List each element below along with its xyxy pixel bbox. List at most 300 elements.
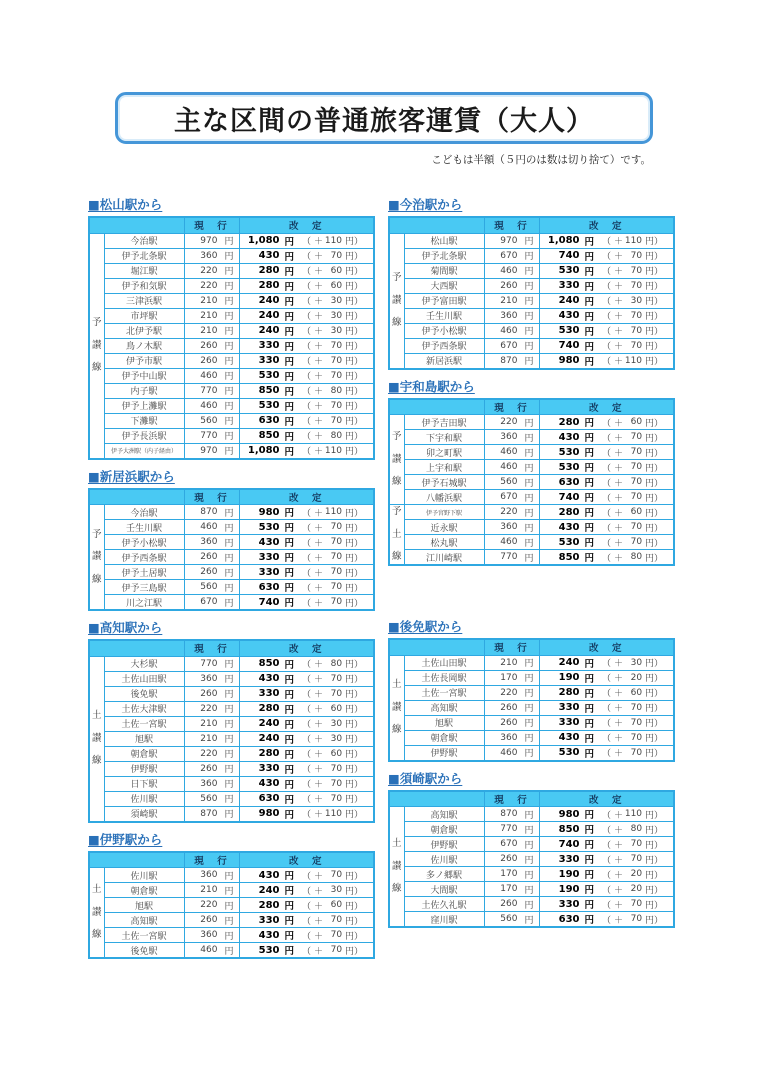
paren-close: 円） [645,674,664,684]
fare-section-ino [88,831,377,960]
plus-sign: ＋ [614,870,624,881]
diff-amount: 70 [330,340,343,351]
station-cell: 下灘駅 [104,413,184,428]
revised-fare-header: 改 定 [239,217,374,233]
yen-label: 円 [224,297,234,307]
yen-label: 円 [584,900,595,911]
revised-amount: 240 [258,884,280,896]
plus-sign: ＋ [614,342,624,352]
current-fare-cell [184,233,239,248]
fare-row [389,550,674,566]
fare-section-imabari [388,196,677,370]
current-fare [185,399,239,412]
current-amount: 220 [200,265,218,276]
revised-fare [540,701,674,715]
yen-label: 円 [584,688,595,700]
revised-fare [240,702,374,716]
station-cell: 旭駅 [104,898,184,913]
yen-label: 円 [524,538,534,549]
header-row [89,852,374,868]
current-fare [185,687,239,700]
plus-sign: ＋ [314,916,324,927]
plus-sign: ＋ [314,237,324,247]
plus-sign: ＋ [614,463,624,474]
plus-sign: ＋ [614,237,624,247]
diff-amount: 70 [630,265,643,276]
revised-amount: 280 [258,899,280,911]
current-fare-cell [184,595,239,611]
yen-label: 円 [584,523,595,534]
diff-amount: 20 [630,672,643,683]
revised-amount: 530 [258,521,280,533]
fare-table-uwajima [388,398,675,567]
yen-label: 円 [284,659,295,671]
line-label-text: 予 讃 線 [91,528,102,585]
station-cell: 旭駅 [404,715,484,730]
current-fare-cell [484,730,539,745]
section-heading-gomen: ■後免駅から [388,619,463,634]
yen-label: 円 [284,779,295,791]
yen-label: 円 [284,401,295,413]
station-cell: 伊予小松駅 [104,535,184,550]
current-fare-cell [184,293,239,308]
paren-close: 円） [345,780,364,790]
current-fare-cell [184,368,239,383]
revised-amount: 330 [258,551,280,563]
revised-fare-cell [539,430,674,445]
yen-label: 円 [524,734,534,744]
current-fare-cell [184,413,239,428]
plus-sign: ＋ [314,372,324,382]
paren-open: （ [602,885,612,896]
revised-amount: 190 [558,883,580,895]
revised-fare-cell [239,868,374,883]
diff-amount: 70 [630,325,643,336]
revised-fare-cell [539,912,674,928]
revised-amount: 330 [558,280,580,291]
fare-row [389,655,674,670]
revised-fare [540,912,674,926]
station-cell: 伊野駅 [404,837,484,852]
revised-fare [540,234,674,248]
diff-amount: 70 [330,582,343,592]
plus-sign: ＋ [314,357,324,367]
yen-label: 円 [584,463,595,474]
section-heading-kochi: ■高知駅から [88,620,163,635]
plus-sign: ＋ [314,432,324,442]
revised-fare-cell [239,535,374,550]
revised-amount: 740 [558,491,580,503]
revised-fare-cell [239,580,374,595]
paren-open: （ [302,432,312,442]
yen-label: 円 [224,660,234,670]
station-cell: 朝倉駅 [104,746,184,761]
diff-amount: 30 [330,310,343,321]
current-amount: 970 [200,235,218,246]
current-fare-cell [484,535,539,550]
revised-fare-cell [239,383,374,398]
fare-table-kochi [88,639,375,823]
revised-fare [240,234,374,248]
paren-open: （ [302,765,312,775]
revised-fare [240,747,374,761]
plus-sign: ＋ [314,720,324,730]
header-row [389,791,674,807]
paren-close: 円） [645,553,664,564]
current-fare-cell [484,807,539,822]
paren-open: （ [602,719,612,729]
diff-amount: 110 [324,445,343,456]
yen-label: 円 [284,251,295,263]
plus-sign: ＋ [314,417,324,427]
current-fare-cell [484,745,539,761]
current-amount: 260 [500,899,518,909]
yen-label: 円 [584,493,595,504]
corner-cell [89,217,184,233]
yen-label: 円 [524,840,534,851]
current-fare-cell [484,293,539,308]
current-amount: 460 [200,522,218,532]
yen-label: 円 [284,416,295,428]
station-cell: 上宇和駅 [404,460,484,475]
fare-row [89,233,374,248]
paren-open: （ [602,433,612,444]
revised-fare-header: 改 定 [239,852,374,868]
header-row [89,489,374,505]
line-label [89,505,104,611]
diff-amount: 60 [330,900,343,910]
revised-amount: 740 [558,838,580,850]
paren-close: 円） [645,237,664,247]
revised-fare-cell [239,716,374,731]
yen-label: 円 [224,402,234,412]
yen-label: 円 [224,735,234,745]
current-fare [485,656,539,669]
diff-amount: 70 [330,688,343,699]
fare-row [89,806,374,822]
station-cell: 内子駅 [104,383,184,398]
revised-fare-cell [539,535,674,550]
revised-fare-cell [539,867,674,882]
yen-label: 円 [284,734,295,746]
current-amount: 210 [500,295,518,306]
yen-label: 円 [224,780,234,790]
revised-fare [540,656,674,670]
plus-sign: ＋ [314,523,324,534]
current-fare-cell [484,912,539,928]
revised-amount: 280 [558,506,580,518]
current-fare-cell [484,475,539,490]
paren-open: （ [302,357,312,367]
paren-open: （ [302,750,312,760]
current-fare-cell [184,913,239,928]
revised-amount: 530 [558,536,580,548]
diff-amount: 70 [630,839,643,849]
revised-fare [240,898,374,912]
yen-label: 円 [224,447,234,457]
fare-row [89,716,374,731]
revised-fare [540,505,674,519]
revised-amount: 240 [558,295,580,306]
station-cell: 北伊予駅 [104,323,184,338]
fare-row [389,430,674,445]
revised-fare-cell [239,398,374,413]
yen-label: 円 [284,311,295,323]
revised-fare-cell [239,368,374,383]
paren-open: （ [302,598,312,609]
yen-label: 円 [284,553,295,564]
yen-label: 円 [224,538,234,549]
line-label [389,807,404,928]
page-title: 主な区間の普通旅客運賃（大人） [174,105,594,137]
station-cell: 卯之町駅 [404,445,484,460]
current-fare-cell [184,338,239,353]
paren-close: 円） [645,659,664,669]
revised-fare [240,792,374,806]
current-amount: 170 [500,672,518,683]
yen-label: 円 [224,553,234,564]
current-fare-cell [484,520,539,535]
paren-close: 円） [345,750,364,760]
diff-amount: 70 [330,355,343,366]
paren-open: （ [302,675,312,685]
yen-label: 円 [284,946,295,957]
paren-close: 円） [345,765,364,775]
current-amount: 560 [500,914,518,924]
current-fare-cell [184,656,239,671]
diff-amount: 80 [630,552,643,562]
revised-amount: 530 [258,400,280,411]
current-fare [185,536,239,549]
revised-fare [240,249,374,263]
revised-amount: 240 [258,733,280,744]
current-fare [485,716,539,729]
paren-open: （ [302,795,312,805]
station-cell: 伊予市駅 [104,353,184,368]
section-heading-uwajima: ■宇和島駅から [388,378,475,394]
revised-fare-header: 改 定 [539,217,674,233]
yen-label: 円 [284,583,295,594]
yen-label: 円 [584,341,595,353]
fare-section-susaki [388,770,677,929]
yen-label: 円 [584,703,595,715]
fare-table-matsuyama [88,216,375,460]
yen-label: 円 [284,916,295,927]
revised-amount: 740 [258,596,280,608]
revised-amount: 280 [258,280,280,291]
station-cell: 土佐山田駅 [104,671,184,686]
station-cell: 近永駅 [404,520,484,535]
plus-sign: ＋ [614,312,624,322]
paren-close: 円） [645,342,664,352]
diff-amount: 70 [330,552,343,562]
paren-close: 円） [645,523,664,534]
revised-fare-header: 改 定 [539,791,674,807]
yen-label: 円 [524,704,534,714]
current-amount: 870 [200,507,218,517]
current-amount: 670 [500,340,518,351]
yen-label: 円 [224,267,234,277]
current-amount: 560 [200,415,218,426]
paren-open: （ [302,267,312,277]
yen-label: 円 [284,236,295,248]
diff-amount: 70 [330,793,343,804]
paren-close: 円） [345,387,364,397]
station-cell: 壬生川駅 [104,520,184,535]
current-amount: 460 [200,400,218,411]
paren-open: （ [302,342,312,352]
paren-open: （ [602,734,612,744]
current-amount: 360 [200,673,218,684]
station-cell: 高知駅 [404,807,484,822]
current-fare [185,596,239,609]
revised-amount: 980 [258,506,280,518]
current-fare [485,264,539,277]
current-fare-header: 現 行 [184,489,239,505]
revised-amount: 430 [558,310,580,321]
revised-fare-header: 改 定 [239,489,374,505]
paren-open: （ [302,946,312,957]
current-fare [185,324,239,337]
current-fare [485,838,539,851]
revised-fare-cell [539,715,674,730]
current-fare [485,898,539,911]
current-fare [185,914,239,927]
current-fare-cell [484,715,539,730]
station-cell: 土佐久礼駅 [404,897,484,912]
paren-close: 円） [345,598,364,609]
station-cell: 市坪駅 [104,308,184,323]
paren-close: 円） [345,568,364,579]
station-cell: 伊予小松駅 [404,323,484,338]
line-label-text: 予 讃 線 [391,431,402,488]
current-fare-header: 現 行 [184,852,239,868]
yen-label: 円 [224,598,234,609]
revised-fare-cell [539,670,674,685]
station-cell: 伊予土居駅 [104,565,184,580]
fare-row [389,837,674,852]
station-cell: 土佐山田駅 [404,655,484,670]
plus-sign: ＋ [314,660,324,670]
fare-row [389,490,674,505]
current-amount: 460 [200,945,218,955]
fare-row [389,323,674,338]
plus-sign: ＋ [314,583,324,594]
plus-sign: ＋ [614,493,624,504]
current-amount: 560 [500,477,518,487]
station-cell: 土佐一宮駅 [104,928,184,943]
fare-row [89,263,374,278]
revised-fare-cell [539,475,674,490]
paren-open: （ [602,237,612,247]
current-fare-cell [484,882,539,897]
diff-amount: 70 [630,522,643,532]
diff-amount: 60 [630,687,643,698]
current-fare-header: 現 行 [484,217,539,233]
station-cell: 堀江駅 [104,263,184,278]
current-amount: 670 [200,597,218,607]
plus-sign: ＋ [314,447,324,457]
paren-open: （ [302,417,312,427]
yen-label: 円 [524,237,534,247]
revised-fare [240,777,374,791]
paren-open: （ [302,916,312,927]
diff-amount: 70 [630,432,643,442]
revised-fare [240,264,374,278]
revised-fare [240,444,374,458]
fare-row [389,867,674,882]
revised-fare-cell [239,883,374,898]
fare-row [89,338,374,353]
current-fare-header: 現 行 [484,399,539,415]
yen-label: 円 [584,885,595,896]
yen-label: 円 [224,886,234,897]
plus-sign: ＋ [314,795,324,805]
revised-fare-cell [239,278,374,293]
current-fare-cell [184,806,239,822]
revised-fare-cell [239,443,374,459]
current-amount: 770 [500,552,518,562]
current-amount: 220 [500,687,518,698]
revised-fare [540,837,674,851]
revised-fare-cell [239,413,374,428]
revised-fare [540,264,674,278]
diff-amount: 60 [330,280,343,291]
paren-close: 円） [345,660,364,670]
revised-fare-cell [239,565,374,580]
fare-row [89,746,374,761]
corner-cell [389,791,484,807]
fare-row [89,791,374,806]
station-cell: 伊野駅 [104,761,184,776]
revised-amount: 330 [558,898,580,910]
yen-label: 円 [584,311,595,323]
plus-sign: ＋ [314,810,324,820]
current-fare-cell [184,278,239,293]
paren-close: 円） [645,463,664,474]
station-cell: 鳥ノ木駅 [104,338,184,353]
plus-sign: ＋ [614,448,624,459]
current-fare-cell [184,868,239,883]
yen-label: 円 [284,719,295,731]
current-fare [185,944,239,957]
current-fare [485,808,539,821]
fare-row [389,807,674,822]
yen-label: 円 [284,886,295,897]
plus-sign: ＋ [314,931,324,942]
paren-open: （ [602,825,612,836]
diff-amount: 70 [630,717,643,728]
fare-table-gomen [388,638,675,762]
diff-amount: 70 [330,673,343,684]
paren-open: （ [302,508,312,519]
yen-label: 円 [584,266,595,278]
diff-amount: 70 [330,250,343,261]
yen-label: 円 [524,252,534,262]
line-label [389,233,404,369]
revised-fare [540,716,674,730]
station-cell: 高知駅 [404,700,484,715]
current-fare [185,294,239,307]
fare-row [389,353,674,369]
paren-open: （ [602,870,612,881]
revised-fare [240,807,374,821]
station-cell: 須崎駅 [104,806,184,822]
current-fare-cell [484,430,539,445]
paren-close: 円） [345,553,364,564]
revised-fare [240,369,374,383]
yen-label: 円 [284,356,295,368]
